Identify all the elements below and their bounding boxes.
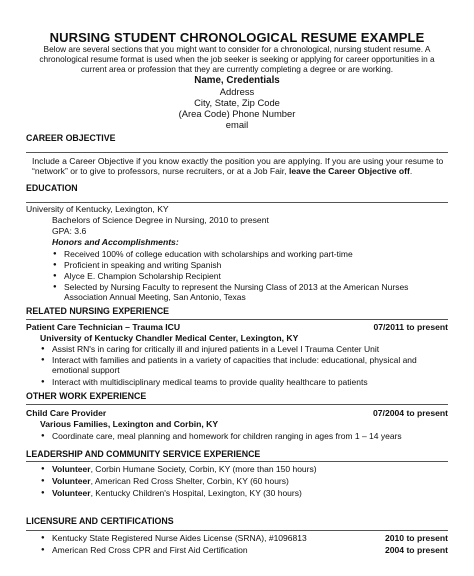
- role-detail: , Kentucky Children's Hospital, Lexington, KY (30 hours): [90, 488, 302, 498]
- education-school: University of Kentucky, Lexington, KY: [26, 204, 169, 214]
- job-dates: 07/2011 to present: [373, 322, 448, 332]
- license-date: 2010 to present: [384, 533, 448, 543]
- list-item: ● Received 100% of college education with scholarships and working part-time: [64, 249, 444, 259]
- role-detail: , Corbin Humane Society, Corbin, KY (more than 150 hours): [90, 464, 317, 474]
- section-heading-related: RELATED NURSING EXPERIENCE: [26, 306, 170, 316]
- list-item: ● American Red Cross CPR and First Aid Certification: [52, 545, 352, 555]
- list-item: ● Assist RN's in caring for critically ill and injured patients in a Level I Trauma Center Unit: [52, 344, 442, 354]
- contact-address: Address: [219, 86, 255, 97]
- education-degree: Bachelors of Science Degree in Nursing, 2010 to present: [52, 215, 269, 225]
- list-item: ● Coordinate care, meal planning and homework for children ranging in ages from 1 – 14 years: [52, 431, 442, 441]
- section-heading-other: OTHER WORK EXPERIENCE: [26, 391, 147, 401]
- section-divider: [26, 461, 448, 462]
- job-dates: 07/2004 to present: [373, 408, 448, 418]
- role-label: Volunteer: [52, 476, 91, 486]
- role-label: Volunteer: [52, 488, 91, 498]
- list-item: ● Interact with families and patients in a variety of capacities that include: educational, physical and emotional support: [52, 355, 442, 375]
- list-item: ● Selected by Nursing Faculty to represent the Nursing Class of 2013 at the American Nurses Association Annual Meeting, San Antonio, Texas: [64, 282, 438, 302]
- employer: Various Families, Lexington and Corbin, KY: [40, 419, 219, 429]
- job-title: Child Care Provider: [26, 408, 107, 418]
- contact-email: email: [225, 119, 249, 130]
- intro-paragraph: Below are several sections that you might want to consider for a chronological, nursing student resume. A chronological resume format is used when the job seeker is seeking or applying for career opportunities in a current area or profession that they are currently completing a degree or are working.: [39, 44, 435, 74]
- list-item: [52, 464, 442, 474]
- contact-name: Name, Credentials: [194, 75, 280, 86]
- list-item: [52, 488, 442, 498]
- objective-text-b: leave the Career Objective off: [288, 166, 410, 177]
- list-item: [52, 476, 442, 486]
- section-heading-leadership: LEADERSHIP AND COMMUNITY SERVICE EXPERIENCE: [26, 449, 261, 459]
- license-date: 2004 to present: [384, 545, 448, 555]
- contact-city: City, State, Zip Code: [194, 97, 280, 108]
- employer: University of Kentucky Chandler Medical Center, Lexington, KY: [40, 333, 299, 343]
- role-detail: , American Red Cross Shelter, Corbin, KY (60 hours): [90, 476, 289, 486]
- honors-heading: Honors and Accomplishments:: [52, 237, 179, 247]
- objective-text: [32, 156, 446, 177]
- section-divider: [26, 319, 448, 320]
- education-gpa: GPA: 3.6: [52, 226, 87, 236]
- objective-text-c: .: [409, 166, 413, 177]
- section-heading-licensure: LICENSURE AND CERTIFICATIONS: [26, 516, 174, 526]
- page-title: NURSING STUDENT CHRONOLOGICAL RESUME EXAMPLE: [49, 30, 425, 45]
- list-item: ● Alyce E. Champion Scholarship Recipient: [64, 271, 444, 281]
- section-heading-education: EDUCATION: [26, 183, 78, 193]
- role-label: Volunteer: [52, 464, 91, 474]
- section-divider: [26, 404, 448, 405]
- section-heading-objective: CAREER OBJECTIVE: [26, 133, 116, 143]
- list-item: ● Proficient in speaking and writing Spanish: [64, 260, 444, 270]
- section-divider: [26, 202, 448, 203]
- job-title: Patient Care Technician – Trauma ICU: [26, 322, 181, 332]
- list-item: ● Kentucky State Registered Nurse Aides License (SRNA), #1096813: [52, 533, 352, 543]
- contact-phone: (Area Code) Phone Number: [178, 108, 296, 119]
- list-item: ● Interact with multidisciplinary medical teams to provide quality healthcare to patients: [52, 377, 442, 387]
- objective-text-a: Include a Career Objective if you know exactly the position you are applying. If you are using your resume to “network” or to give to professors, nurse recruiters, or at a Job Fair,: [32, 156, 444, 177]
- section-divider: [26, 152, 448, 153]
- section-divider: [26, 530, 448, 531]
